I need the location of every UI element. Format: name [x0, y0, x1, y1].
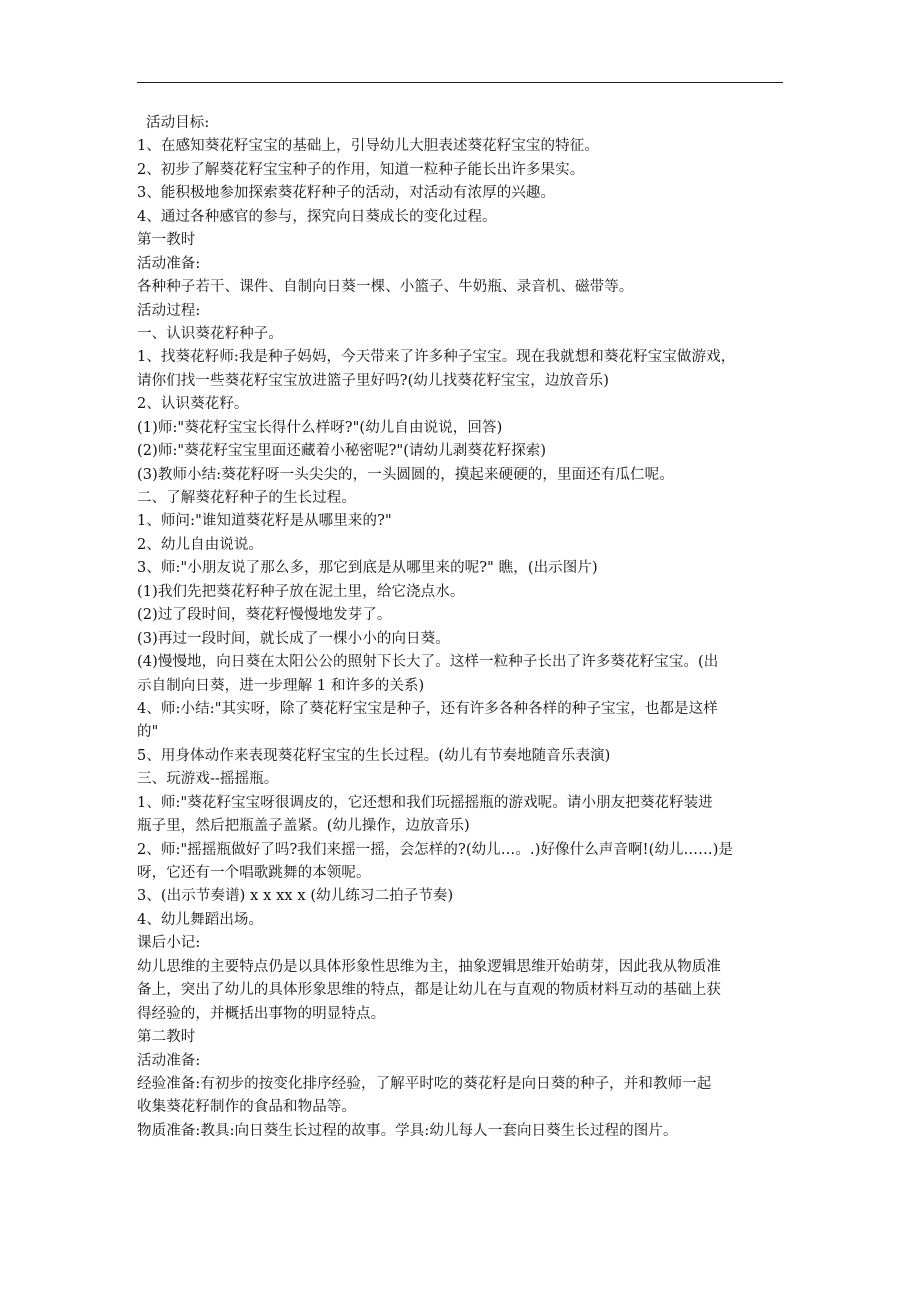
text-line: 各种种子若干、课件、自制向日葵一棵、小篮子、牛奶瓶、录音机、磁带等。	[137, 279, 634, 296]
text-line: 3、(出示节奏谱) x x xx x (幼儿练习二拍子节奏)	[137, 888, 454, 905]
text-line: 2、幼儿自由说说。	[137, 536, 264, 553]
text-line: (2)师:"葵花籽宝宝里面还藏着小秘密呢?"(请幼儿剥葵花籽探索)	[137, 443, 547, 460]
heading-after-class-notes: 课后小记:	[137, 935, 201, 952]
goal-line: 3、能积极地参加探索葵花籽种子的活动，对活动有浓厚的兴趣。	[137, 185, 556, 202]
document-body	[137, 112, 797, 1143]
heading-process: 活动过程:	[137, 302, 201, 319]
text-line: 1、师:"葵花籽宝宝呀很调皮的，它还想和我们玩摇摇瓶的游戏呢。请小朋友把葵花籽装进	[137, 794, 713, 811]
goal-line: 1、在感知葵花籽宝宝的基础上，引导幼儿大胆表述葵花籽宝宝的特征。	[137, 138, 599, 155]
heading-preparation: 活动准备:	[137, 255, 201, 272]
text-line: (3)再过一段时间，就长成了一棵小小的向日葵。	[137, 630, 450, 647]
text-line: (4)慢慢地，向日葵在太阳公公的照射下长大了。这样一粒种子长出了许多葵花籽宝宝。(出	[137, 654, 719, 671]
text-line: (3)教师小结:葵花籽呀一头尖尖的，一头圆圆的，摸起来硬硬的，里面还有瓜仁呢。	[137, 466, 674, 483]
text-line: 得经验的，并概括出事物的明显特点。	[137, 1005, 386, 1022]
section-heading: 一、认识葵花籽种子。	[137, 325, 283, 342]
text-line: 幼儿思维的主要特点仍是以具体形象性思维为主，抽象逻辑思维开始萌芽，因此我从物质准	[137, 958, 721, 975]
text-line: 物质准备:教具:向日葵生长过程的故事。学具:幼儿每人一套向日葵生长过程的图片。	[137, 1122, 678, 1139]
text-line: 示自制向日葵，进一步理解 1 和许多的关系)	[137, 677, 425, 694]
text-line: 2、师:"摇摇瓶做好了吗?我们来摇一摇，会怎样的?(幼儿…。.)好像什么声音啊!(幼儿……)是	[137, 841, 734, 858]
goal-line: 4、通过各种感官的参与，探究向日葵成长的变化过程。	[137, 208, 497, 225]
text-line: 1、师问:"谁知道葵花籽是从哪里来的?"	[137, 513, 392, 530]
text-line: 2、认识葵花籽。	[137, 396, 249, 413]
text-line: 呀，它还有一个唱歌跳舞的本领呢。	[137, 865, 371, 881]
text-line: 备上，突出了幼儿的具体形象思维的特点，都是让幼儿在与直观的物质材料互动的基础上获	[137, 982, 721, 999]
section-heading: 二、了解葵花籽种子的生长过程。	[137, 490, 356, 506]
text-line: 的"	[137, 724, 159, 741]
text-line: 1、找葵花籽师:我是种子妈妈，今天带来了许多种子宝宝。现在我就想和葵花籽宝宝做游戏，	[137, 349, 736, 366]
text-line: 经验准备:有初步的按变化排序经验，了解平时吃的葵花籽是向日葵的种子，并和教师一起	[137, 1075, 712, 1092]
text-line: 4、幼儿舞蹈出场。	[137, 911, 264, 928]
text-line: 4、师:小结:"其实呀，除了葵花籽宝宝是种子，还有许多各种各样的种子宝宝，也都是这样	[137, 700, 718, 717]
header-rule	[137, 82, 783, 83]
text-line: 5、用身体动作来表现葵花籽宝宝的生长过程。(幼儿有节奏地随音乐表演)	[137, 747, 611, 764]
text-line: (1)师:"葵花籽宝宝长得什么样呀?"(幼儿自由说说，回答)	[137, 419, 503, 436]
text-line: (1)我们先把葵花籽种子放在泥土里，给它浇点水。	[137, 583, 465, 600]
heading-preparation: 活动准备:	[137, 1052, 201, 1069]
heading-second-session: 第二教时	[137, 1029, 196, 1046]
text-line: 3、师:"小朋友说了那么多，那它到底是从哪里来的呢?" 瞧，(出示图片)	[137, 560, 598, 577]
text-line: 请你们找一些葵花籽宝宝放进篮子里好吗?(幼儿找葵花籽宝宝，边放音乐)	[137, 372, 609, 389]
heading-activity-goals: 活动目标:	[146, 115, 210, 131]
text-line: 瓶子里，然后把瓶盖子盖紧。(幼儿操作，边放音乐)	[137, 818, 470, 835]
section-heading: 三、玩游戏--摇摇瓶。	[137, 771, 279, 788]
goal-line: 2、初步了解葵花籽宝宝种子的作用，知道一粒种子能长出许多果实。	[137, 161, 585, 178]
heading-first-session: 第一教时	[137, 232, 196, 249]
text-line: (2)过了段时间，葵花籽慢慢地发芽了。	[137, 607, 392, 624]
text-line: 收集葵花籽制作的食品和物品等。	[137, 1099, 356, 1116]
